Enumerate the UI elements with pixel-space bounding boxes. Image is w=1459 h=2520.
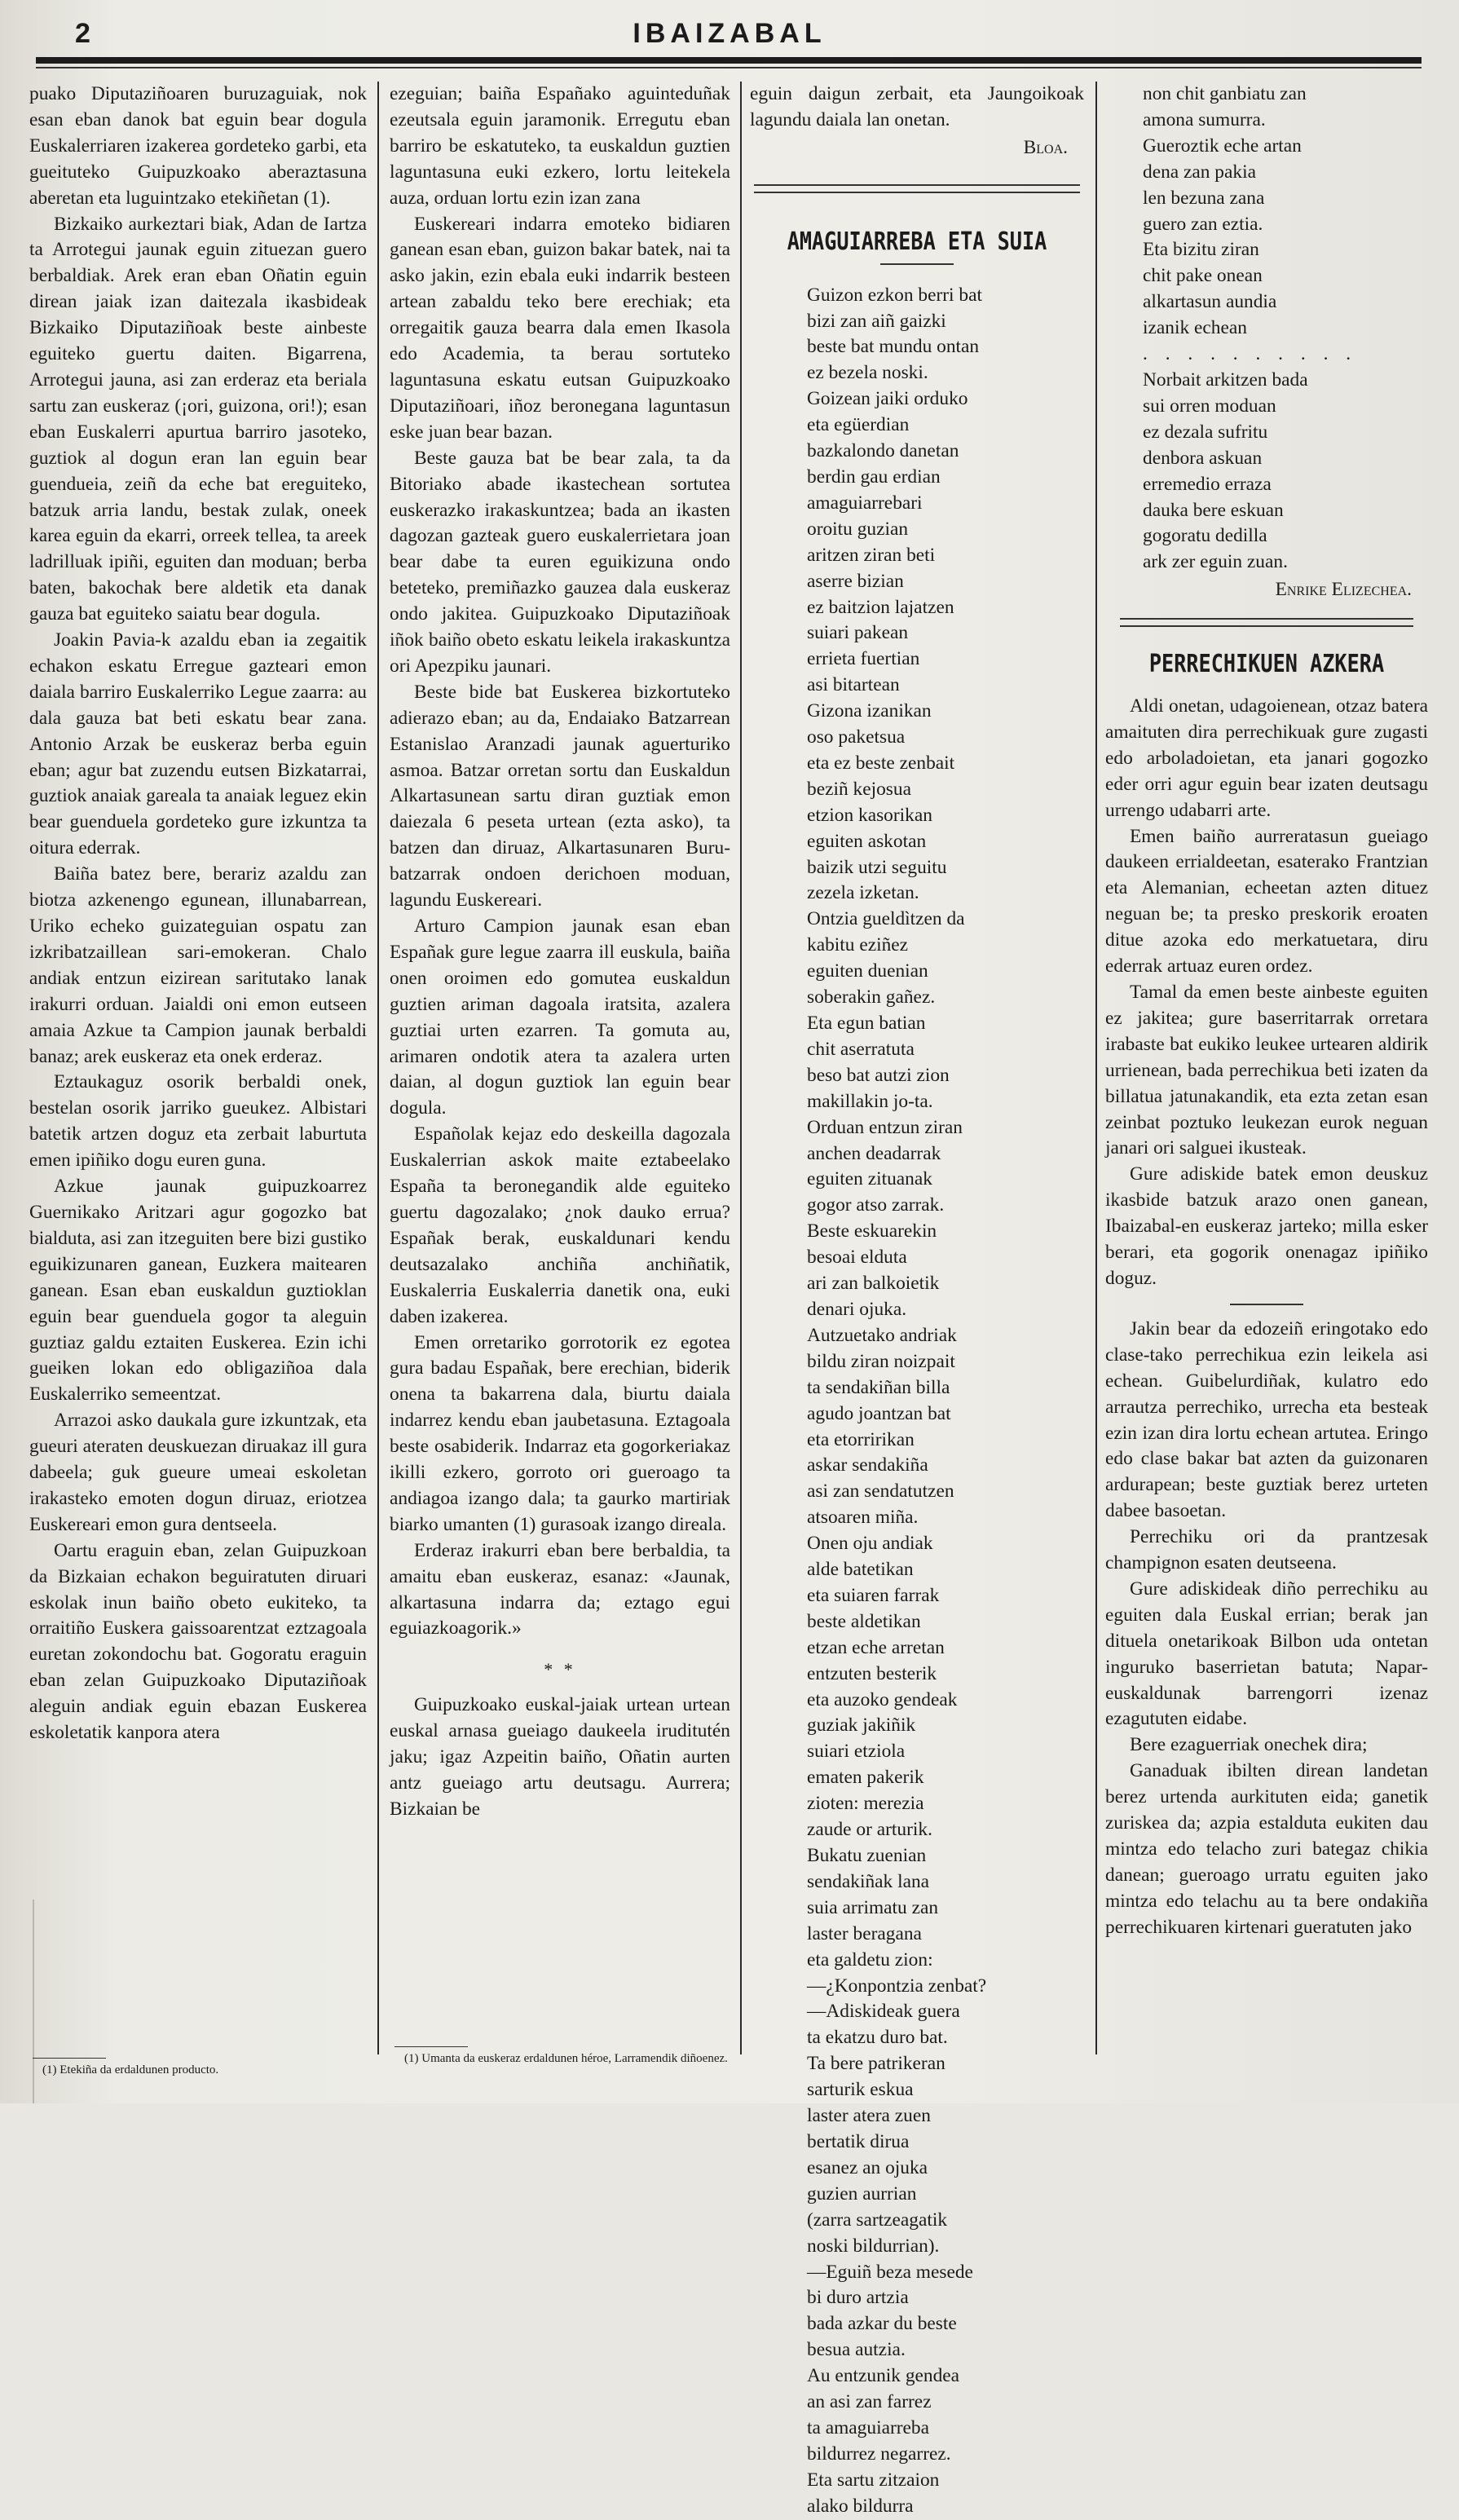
verse-line: Ta bere patrikeran: [807, 2053, 945, 2075]
verse-line: Au entzunik gendea: [807, 2365, 960, 2387]
verse-line: eta etorririkan: [807, 1428, 915, 1450]
section-separator: * *: [544, 1659, 576, 1680]
verse-line: ematen pakerik: [807, 1767, 924, 1789]
verse-line: bazkalondo danetan: [807, 440, 959, 462]
verse-line: Bukatu zuenian: [807, 1845, 927, 1866]
verse-line: ez bezela noski.: [807, 362, 928, 384]
verse-line: noski bildurrian).: [807, 2235, 940, 2257]
verse-line: eta galdetu zion:: [807, 1948, 933, 1971]
verse-line: anchen deadarrak: [807, 1142, 941, 1164]
verse-line: Autzuetako andriak: [807, 1324, 957, 1346]
verse-line: eta auzoko gendeak: [807, 1688, 958, 1710]
verse-line: besoai elduta: [807, 1247, 907, 1269]
paragraph: Joakin Pavia-k azaldu eban ia zegaitik echakon eskatu Erregue gazteari emon daiala barriro Euskalerriko Legue zaarra: au dala gauza bat beti eskatu bear zana. Antonio Arzak be euskeraz berba eguin eban; agur bat zuzendu eutsen Bizkatarrai, guztiok anaiak gareala ta anaiak leguez ekin bear guenduela gordeteko gure izkuntza ta oitura ederrak.: [29, 629, 367, 859]
verse-line: Eta bizitu ziran: [1143, 239, 1259, 261]
article-column-3: [750, 82, 1084, 2520]
verse-line: esanez an ojuka: [807, 2156, 928, 2178]
section-separator: [1230, 1304, 1303, 1305]
verse-line: oroitu guzian: [807, 518, 909, 540]
paragraph: Emen baiño aurreratasun gueiago daukeen errialdeetan, esaterako Frantzian eta Alemanian, echeetan azten dituez neguan be; ta presko preskorik eroaten ditue azoka edo merkatuetara, diru ederrak artuaz euren ordez.: [1105, 825, 1428, 978]
verse-line: sendakiñak lana: [807, 1870, 930, 1892]
verse-line: eta suiaren farrak: [807, 1584, 940, 1606]
verse-line: soberakin gañez.: [807, 986, 936, 1008]
verse-line: eguiten duenian: [807, 960, 928, 982]
paragraph: puako Diputaziñoaren buruzaguiak, nok esan eban danok bat eguin bear dogula Euskalerriaren izakerea gordeteko garbi, eta gueituteko Guipuzkoako aberaztasuna aberetan eta luguintzako etekiñetan (1).: [29, 83, 367, 209]
verse-line: bada azkar du beste: [807, 2313, 957, 2335]
verse-line: zezela izketan.: [807, 882, 919, 904]
verse-line: —¿Konpontzia zenbat?: [807, 1975, 987, 1997]
verse-line: dena zan pakia: [1143, 161, 1256, 183]
page-header: [0, 0, 1459, 67]
verse-line: ta ekatzu duro bat.: [807, 2027, 948, 2049]
verse-line: Gizona izanikan: [807, 700, 932, 722]
paragraph: Perrechiku ori da prantzesak champignon esaten deutseena.: [1105, 1526, 1428, 1574]
paragraph: eguin daigun zerbait, eta Jaungoikoak lagundu daiala lan onetan.: [750, 83, 1084, 130]
section-rule: [754, 184, 1080, 193]
paragraph: Bere ezaguerriak onechek dira;: [1130, 1734, 1368, 1756]
verse-line: bildurrez negarrez.: [807, 2443, 951, 2465]
paragraph: Azkue jaunak guipuzkoarrez Guernikako Aritzari agur gogozko bat bialduta, asi zan itzeguiten bere bizi gustiko eguikizunaren ganean, Euzkera maitearen ganean. Esan eban euskaldun guztioklan eguin bear guenduela gogor ta aleguin guztiaz galdu eztaiten Euskerea. Ezin ichi gueiken lokan edo obligaziñoa dala Euskalerriko semeentzat.: [29, 1176, 367, 1406]
poem-title: AMAGUIARREBA ETA SUIA: [787, 227, 1047, 256]
poem-verse: [750, 283, 1084, 2520]
verse-line: etzion kasorikan: [807, 804, 932, 826]
verse-line: —Adiskideak guera: [807, 2001, 960, 2023]
margin-stamp: [3, 1900, 34, 2103]
verse-line: asi zan sendatutzen: [807, 1481, 954, 1503]
verse-line: beziñ kejosua: [807, 778, 911, 800]
verse-line: beste aldetikan: [807, 1610, 921, 1632]
verse-line: ez baitzion lajatzen: [807, 596, 954, 618]
verse-line: guzien aurrian: [807, 2182, 917, 2204]
verse-line: baizik utzi seguitu: [807, 856, 947, 878]
column-divider: [740, 82, 742, 2054]
poem-verse: [1105, 368, 1428, 576]
verse-line: denbora askuan: [1143, 447, 1263, 469]
verse-line: Beste eskuarekin: [807, 1220, 937, 1242]
page-number: 2: [75, 18, 90, 49]
paragraph: Arturo Campion jaunak esan eban Españak gure legue zaarra ill euskula, baiña onen oroimen edo gomutea euskaldun guztien ariman dagoala iratsita, azalera guztiai urten ezarren. Ta gomuta au, arimaren ondotik atera ta azalera urten daian, al dogun guztiok lan eguin bear dogula.: [390, 916, 730, 1119]
verse-line: zaude or arturik.: [807, 1819, 932, 1841]
footnote: (1) Etekiña da erdaldunen producto.: [42, 2063, 219, 2076]
verse-line: denari ojuka.: [807, 1298, 907, 1320]
poem-verse: [1105, 82, 1428, 342]
verse-line: Eta sartu zitzaion: [807, 2469, 940, 2491]
paragraph: Arrazoi asko daukala gure izkuntzak, eta gueuri ateraten deuskuezan diruakaz ill gura dabeela; guk gueure umeai eskoletan irakasteko emoten dogun diruaz, eriotzea Euskereari emon gura dentseela.: [29, 1410, 367, 1535]
paragraph: Bizkaiko aurkeztari biak, Adan de Iartza ta Arrotegui jaunak eguin zituezan guero berbaldiak. Arek eran eban Oñatin eguin direan jaiak izan daitezala ikasbideak Bizkaiko Diputaziñoak beste ainbeste eguiteko guertu daiten. Bigarrena, Arrotegui jauna, asi zan erderaz eta beriala sartu zan euskeraz (¡ori, guizona, ori!); esan eban Euskalerri apurtua barriro jasoteko, guztiok al dogun eran lan eguin bear guendueia, zeiñ da eche bat ereguiteko, batzuk arria landu, bestak zulak, oneek karea eguin da ekarri, orreek tellea, ta areek ladrilluak ipiñi, eguiten dan moduan; berba baten, bakochak bere aldetik eta danak gauza bat eguiteko saiatu bear dogula.: [29, 213, 367, 625]
footnote-rule: [395, 2046, 468, 2047]
verse-line: alde batetikan: [807, 1559, 914, 1581]
verse-line: suiari etziola: [807, 1741, 906, 1763]
verse-line: kabitu eziñez: [807, 934, 909, 956]
verse-line: ark zer eguin zuan.: [1143, 551, 1288, 573]
verse-line: askar sendakiña: [807, 1454, 928, 1476]
verse-line: sarturik eskua: [807, 2079, 914, 2101]
ellipsis-dots: . . . . . . . . . .: [1143, 343, 1358, 365]
verse-line: asi bitartean: [807, 674, 900, 696]
verse-line: Goizean jaiki orduko: [807, 388, 968, 410]
verse-line: alako bildurra: [807, 2495, 914, 2517]
verse-line: eguiten zituanak: [807, 1168, 932, 1190]
verse-line: etzan eche arretan: [807, 1636, 945, 1658]
verse-line: —Eguiñ beza mesede: [807, 2261, 973, 2283]
verse-line: Eta egun batian: [807, 1013, 926, 1034]
paragraph: Jakin bear da edozeiñ eringotako edo clase-tako perrechikua ezin leikela asi echean. Guibelurdiñak, kulatro edo arrautza perrechiko, urrecha eta besteak ezin izan dira lortu echean artutea. Eringo edo clase bakar bat azten da guizonaren ardurapean; beste guztiak berez urteten dabee basoetan.: [1105, 1317, 1428, 1522]
verse-line: sui orren moduan: [1143, 395, 1276, 417]
verse-line: berdin gau erdian: [807, 466, 941, 488]
paragraph: Oartu eraguin eban, zelan Guipuzkoan da Bizkaian echakon beguiratuten diruari eskolak inun baiño obeto eukiteko, ta orraitiño Euskera gaissoarentzat eztzagoala euretan zokondochu bat. Gogoratu eraguin eban zelan Guipuzkoako Diputaziñoak aleguin andiak eguin ebazan Euskerea eskoletatik kanpora atera: [29, 1539, 367, 1744]
verse-line: bildu ziran noizpait: [807, 1350, 955, 1372]
paragraph: Gure adiskideak diño perrechiku au eguiten dala Euskal errian; berak jan dituela onetarikoak Bilbon uda ontetan inguruko baserrietan batuta; Napar-euskaldunak barrengorri izenaz ezagututen eidabe.: [1105, 1578, 1428, 1730]
paragraph: Gure adiskide batek emon deuskuz ikasbide batzuk arazo onen ganean, Ibaizabal-en euskeraz jarteko; milla esker berari, eta gogorik onenagaz ipiñiko doguz.: [1105, 1163, 1428, 1289]
footnote: (1) Umanta da euskeraz erdaldunen héroe, Larramendik diñoenez.: [404, 2052, 728, 2065]
paragraph: Españolak kejaz edo deskeilla dagozala Euskalerrian askok maite eztabeelako España ta beronegandik alde eguiteko guertu dagozalako; ¿nok dauko errua? Españak berak, euskaldunari kendu deutsazalako anchiña anchiñatik, Euskalerria Euskalerria danetik ona, euki daben izakerea.: [390, 1123, 730, 1327]
verse-line: bi duro artzia: [807, 2287, 909, 2309]
verse-line: ez dezala sufritu: [1143, 421, 1268, 443]
paragraph: Beste bide bat Euskerea bizkortuteko adierazo eban; au da, Endaiako Batzarrean Estanislao Aranzadi jaunak aguerturiko asmoa. Batzar orretan sortu dan Euskaldun Alkartasunean sartu diran guztiak emon daiezala 6 peseta urtean (ezta asko), ta batzen dan diruaz, Alkartasunaren Buru-batzarrak ondoen derichoen moduan, lagundu Euskereari.: [390, 681, 730, 911]
section-rule: [1120, 618, 1413, 627]
verse-line: ta sendakiñan billa: [807, 1376, 950, 1398]
paragraph: Eztaukaguz osorik berbaldi onek, bestelan osorik jarriko gueukez. Albistari batetik artzen doguz eta zerbait laburtuta emen ipiñiko dogu euren guna.: [29, 1071, 367, 1172]
verse-line: Guizon ezkon berri bat: [807, 284, 982, 306]
column-divider: [377, 82, 379, 2054]
author-signature: Bloa.: [1023, 136, 1068, 158]
verse-line: gogoratu dedilla: [1143, 525, 1267, 547]
verse-line: eta ez beste zenbait: [807, 752, 955, 774]
verse-line: agudo joantzan bat: [807, 1402, 951, 1424]
paragraph: Baiña batez bere, berariz azaldu zan biotza azkenengo egunean, illunabarrean, Uriko echeko guizateguian ospatu zan izkribatzaillean sari-emokeran. Chalo andiak entzun eizirean saritutako lanak irakurri orduan. Jaialdi oni emon eutseen amaia Azkue ta Campion jaunak berbaldi banaz; arek euskeraz eta onek erderaz.: [29, 863, 367, 1067]
verse-line: suia arrimatu zan: [807, 1896, 939, 1918]
paragraph: Guipuzkoako euskal-jaiak urtean urtean euskal arnasa gueiago daukeela iruditutén jaku; igaz Azpeitin baiño, Oñatin aurten antz gueiago artu deutsagu. Aurrera; Bizkaian be: [390, 1694, 730, 1820]
verse-line: Onen oju andiak: [807, 1533, 933, 1555]
verse-line: errieta fuertian: [807, 648, 920, 670]
verse-line: gogor atso zarrak.: [807, 1194, 945, 1216]
verse-line: entzuten besterik: [807, 1662, 937, 1684]
verse-line: eta egüerdian: [807, 414, 910, 436]
verse-line: izanik echean: [1143, 317, 1247, 339]
masthead-title: IBAIZABAL: [633, 18, 826, 49]
paragraph: Ganaduak ibilten direan landetan berez urtenda aurkituten eida; ganetik zuriskea da; azpia estalduta eukiten dau mintza edo telacho zuri bategaz chikia danean; gueroago urratu eguiten jako mintza edo telachu au ta bere ondakiña perrechikuaren kirtenari gueratuten jako: [1105, 1760, 1428, 1938]
verse-line: aritzen ziran beti: [807, 544, 936, 566]
header-rule: [36, 57, 1422, 64]
paragraph: Euskereari indarra emoteko bidiaren ganean esan eban, guizon bakar batek, nai ta asko jakin, ezin ebala euki indarrik besteen artean zabaldu teko bere erechiak; eta orregaitik gauza bearra dala emen Ikasola edo Academia, ta berau sortuteko laguntasuna eskatu eutsan Guipuzkoako Diputaziñoari, iñoz beronegana laguntasun eske juan bear bazan.: [390, 213, 730, 443]
paragraph: Aldi onetan, udagoienean, otzaz batera amaituten dira perrechikuak gure zugasti edo arboladoietan, eta janari gogozko eder orri agur eguin bear izaten deutsagu urrengo udabarri arte.: [1105, 695, 1428, 821]
verse-line: dauka bere eskuan: [1143, 499, 1284, 521]
verse-line: beste bat mundu ontan: [807, 336, 980, 358]
paragraph: ezeguian; baiña Españako aguinteduñak ezeutsala eguin jaramonik. Erregutu eban barriro be eskatuteko, ta euskaldun guztien laguntasuna euki ezkero, lortu leitekela auza, orduan lortu ezin izan zana: [390, 83, 730, 209]
verse-line: makillakin jo-ta.: [807, 1090, 933, 1112]
verse-line: (zarra sartzeagatik: [807, 2209, 948, 2231]
footnote-rule: [33, 2058, 106, 2059]
verse-line: Orduan entzun ziran: [807, 1116, 963, 1138]
title-rule: [880, 263, 954, 265]
verse-line: Norbait arkitzen bada: [1143, 369, 1308, 391]
verse-line: laster atera zuen: [807, 2105, 931, 2127]
verse-line: aserre bizian: [807, 570, 904, 592]
verse-line: atsoaren miña.: [807, 1507, 919, 1529]
verse-line: laster beragana: [807, 1922, 922, 1944]
paragraph: Beste gauza bat be bear zala, ta da Bitoriako abade ikastechean sortutea euskerazko irakaskuntzea; bada an ikasten dagozan gazteak guero euskalerrietara joan bear dabe ta euren eguikizuna ondo beteteko, premiñazko gauzea dala euskeraz ondo jakitea. Guipuzkoako Diputaziñoak iñok baiño obeto eskatu leikela irakaskuntza ori Apezpiku jaunari.: [390, 447, 730, 677]
verse-line: zioten: merezia: [807, 1793, 924, 1815]
verse-line: besua autzia.: [807, 2339, 906, 2361]
article-title: PERRECHIKUEN AZKERA: [1148, 650, 1385, 679]
verse-line: oso paketsua: [807, 726, 906, 748]
verse-line: guziak jakiñik: [807, 1715, 916, 1737]
verse-line: alkartasun aundia: [1143, 291, 1277, 313]
verse-line: amaguiarrebari: [807, 492, 923, 514]
verse-line: bertatik dirua: [807, 2130, 910, 2152]
verse-line: guero zan eztia.: [1143, 213, 1263, 235]
verse-line: Gueroztik eche artan: [1143, 135, 1302, 157]
author-signature: Enrike Elizechea.: [1275, 579, 1412, 601]
verse-line: eguiten askotan: [807, 830, 927, 852]
article-column-4: [1105, 82, 1428, 1941]
paragraph: Erderaz irakurri eban bere berbaldia, ta amaitu eban euskeraz, esanaz: «Jaunak, alkartasuna indarra da; eztago egui eguiazkoagorik.»: [390, 1539, 730, 1640]
verse-line: chit pake onean: [1143, 265, 1263, 287]
verse-line: amona sumurra.: [1143, 108, 1266, 130]
verse-line: len bezuna zana: [1143, 187, 1265, 209]
verse-line: erremedio erraza: [1143, 473, 1272, 495]
verse-line: ari zan balkoietik: [807, 1273, 940, 1295]
article-column-2: [390, 82, 730, 1823]
article-column-1: [29, 82, 367, 1746]
verse-line: beso bat autzi zion: [807, 1064, 950, 1086]
column-divider: [1095, 82, 1097, 2054]
verse-line: Ontzia gueldìtzen da: [807, 908, 965, 930]
paragraph: Emen orretariko gorrotorik ez egotea gura badau Españak, bere erechian, biderik onena ta bakarrena dala, biurtu daiala indarrez kendu eban jaubetasuna. Eztagoala beste osabiderik. Indarraz eta gogorkeriakaz ikilli ezkero, gorroto ori gueroago ta andiagoa izango dala; ta gaurko martiriak biarko umanten (1) gurasoak izango direala.: [390, 1331, 730, 1535]
verse-line: suiari pakean: [807, 622, 909, 644]
verse-line: bizi zan aiñ gaizki: [807, 310, 946, 332]
header-rule-thin: [36, 67, 1422, 68]
verse-line: ta amaguiarreba: [807, 2416, 929, 2438]
paragraph: Tamal da emen beste ainbeste eguiten ez jakitea; gure baserritarrak orretara irabaste bat eukiko leukee urtearen aldirik urrienean, bada perrechikua beti izaten da billatua jatunakandik, eta ezta zetan esan zeinbat poztuko leukezan eurok neguan janari ori salguei ikusteak.: [1105, 982, 1428, 1159]
verse-line: an asi zan farrez: [807, 2391, 932, 2413]
verse-line: chit aserratuta: [807, 1038, 915, 1060]
verse-line: non chit ganbiatu zan: [1143, 83, 1307, 104]
